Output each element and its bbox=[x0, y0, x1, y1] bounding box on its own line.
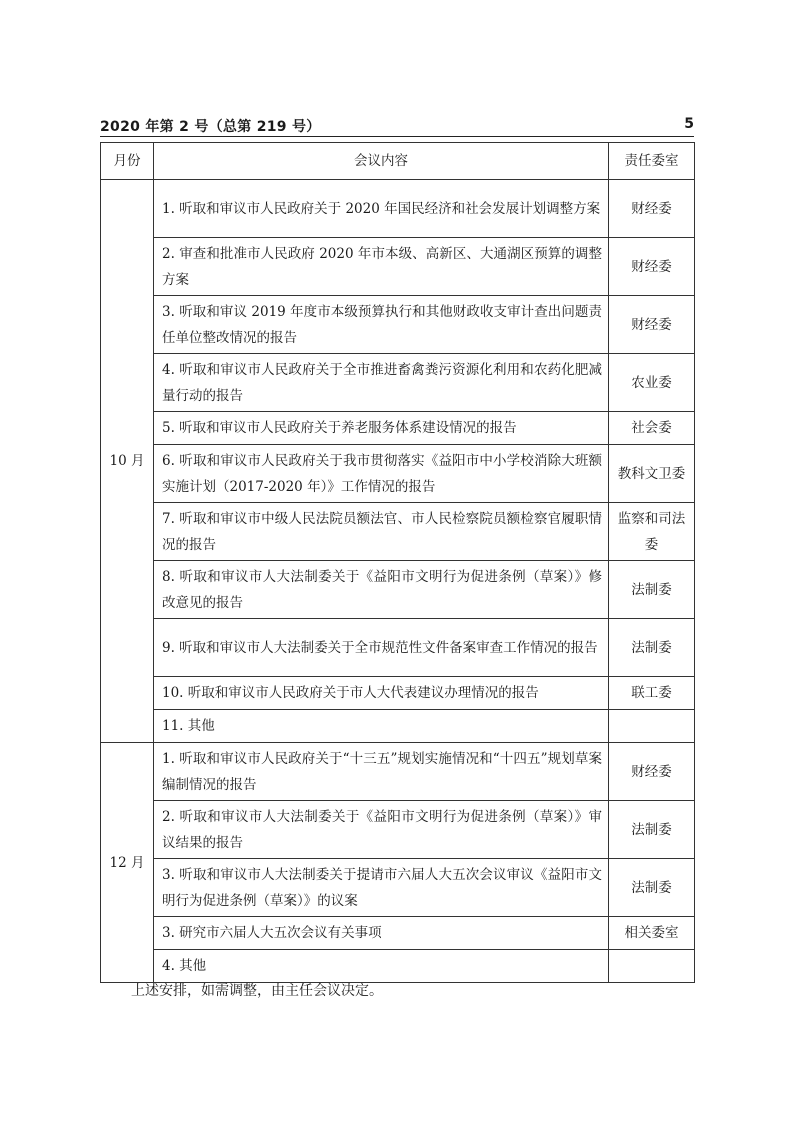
table-row bbox=[101, 180, 695, 238]
dept-cell bbox=[609, 950, 695, 983]
content-cell: 2. 听取和审议市人大法制委关于《益阳市文明行为促进条例（草案）》审议结果的报告 bbox=[154, 801, 609, 859]
month-cell-december: 12 月 bbox=[101, 743, 154, 983]
table-row bbox=[101, 619, 695, 677]
dept-cell: 农业委 bbox=[609, 354, 695, 412]
dept-cell: 社会委 bbox=[609, 412, 695, 445]
content-cell: 7. 听取和审议市中级人民法院员额法官、市人民检察院员额检察官履职情况的报告 bbox=[154, 503, 609, 561]
meeting-schedule-table bbox=[100, 142, 695, 983]
table-row bbox=[101, 950, 695, 983]
dept-cell: 相关委室 bbox=[609, 917, 695, 950]
table-row bbox=[101, 743, 695, 801]
dept-cell: 法制委 bbox=[609, 619, 695, 677]
table-row bbox=[101, 710, 695, 743]
dept-cell bbox=[609, 710, 695, 743]
content-cell: 3. 听取和审议 2019 年度市本级预算执行和其他财政收支审计查出问题责任单位整改情况的报告 bbox=[154, 296, 609, 354]
dept-cell: 监察和司法委 bbox=[609, 503, 695, 561]
content-cell: 1. 听取和审议市人民政府关于 2020 年国民经济和社会发展计划调整方案 bbox=[154, 180, 609, 238]
dept-cell: 财经委 bbox=[609, 180, 695, 238]
content-cell: 1. 听取和审议市人民政府关于“十三五”规划实施情况和“十四五”规划草案编制情况的报告 bbox=[154, 743, 609, 801]
content-cell: 8. 听取和审议市人大法制委关于《益阳市文明行为促进条例（草案）》修改意见的报告 bbox=[154, 561, 609, 619]
issue-label: 2020 年第 2 号（总第 219 号） bbox=[100, 119, 321, 135]
table-row bbox=[101, 503, 695, 561]
month-cell-october: 10 月 bbox=[101, 180, 154, 743]
page-header bbox=[100, 116, 694, 137]
table-row bbox=[101, 238, 695, 296]
table-row bbox=[101, 801, 695, 859]
column-header-dept: 责任委室 bbox=[609, 143, 695, 180]
content-cell: 10. 听取和审议市人民政府关于市人大代表建议办理情况的报告 bbox=[154, 677, 609, 710]
table-row bbox=[101, 561, 695, 619]
content-cell: 4. 听取和审议市人民政府关于全市推进畜禽粪污资源化利用和农药化肥减量行动的报告 bbox=[154, 354, 609, 412]
table-row bbox=[101, 445, 695, 503]
table-row bbox=[101, 859, 695, 917]
dept-cell: 法制委 bbox=[609, 801, 695, 859]
table-row bbox=[101, 296, 695, 354]
content-cell: 9. 听取和审议市人大法制委关于全市规范性文件备案审查工作情况的报告 bbox=[154, 619, 609, 677]
content-cell: 5. 听取和审议市人民政府关于养老服务体系建设情况的报告 bbox=[154, 412, 609, 445]
column-header-content: 会议内容 bbox=[154, 143, 609, 180]
dept-cell: 财经委 bbox=[609, 296, 695, 354]
dept-cell: 财经委 bbox=[609, 238, 695, 296]
dept-cell: 法制委 bbox=[609, 561, 695, 619]
content-cell: 11. 其他 bbox=[154, 710, 609, 743]
table-header-row bbox=[101, 143, 695, 180]
content-cell: 3. 研究市六届人大五次会议有关事项 bbox=[154, 917, 609, 950]
dept-cell: 联工委 bbox=[609, 677, 695, 710]
page-number: 5 bbox=[684, 116, 694, 132]
table-row bbox=[101, 917, 695, 950]
content-cell: 6. 听取和审议市人民政府关于我市贯彻落实《益阳市中小学校消除大班额实施计划（2017-2020 年）》工作情况的报告 bbox=[154, 445, 609, 503]
closing-note: 上述安排，如需调整，由主任会议决定。 bbox=[131, 983, 383, 999]
table-row bbox=[101, 354, 695, 412]
dept-cell: 教科文卫委 bbox=[609, 445, 695, 503]
dept-cell: 财经委 bbox=[609, 743, 695, 801]
content-cell: 4. 其他 bbox=[154, 950, 609, 983]
column-header-month: 月份 bbox=[101, 143, 154, 180]
content-cell: 3. 听取和审议市人大法制委关于提请市六届人大五次会议审议《益阳市文明行为促进条例（草案）》的议案 bbox=[154, 859, 609, 917]
content-cell: 2. 审查和批准市人民政府 2020 年市本级、高新区、大通湖区预算的调整方案 bbox=[154, 238, 609, 296]
table-row bbox=[101, 412, 695, 445]
table-row bbox=[101, 677, 695, 710]
dept-cell: 法制委 bbox=[609, 859, 695, 917]
